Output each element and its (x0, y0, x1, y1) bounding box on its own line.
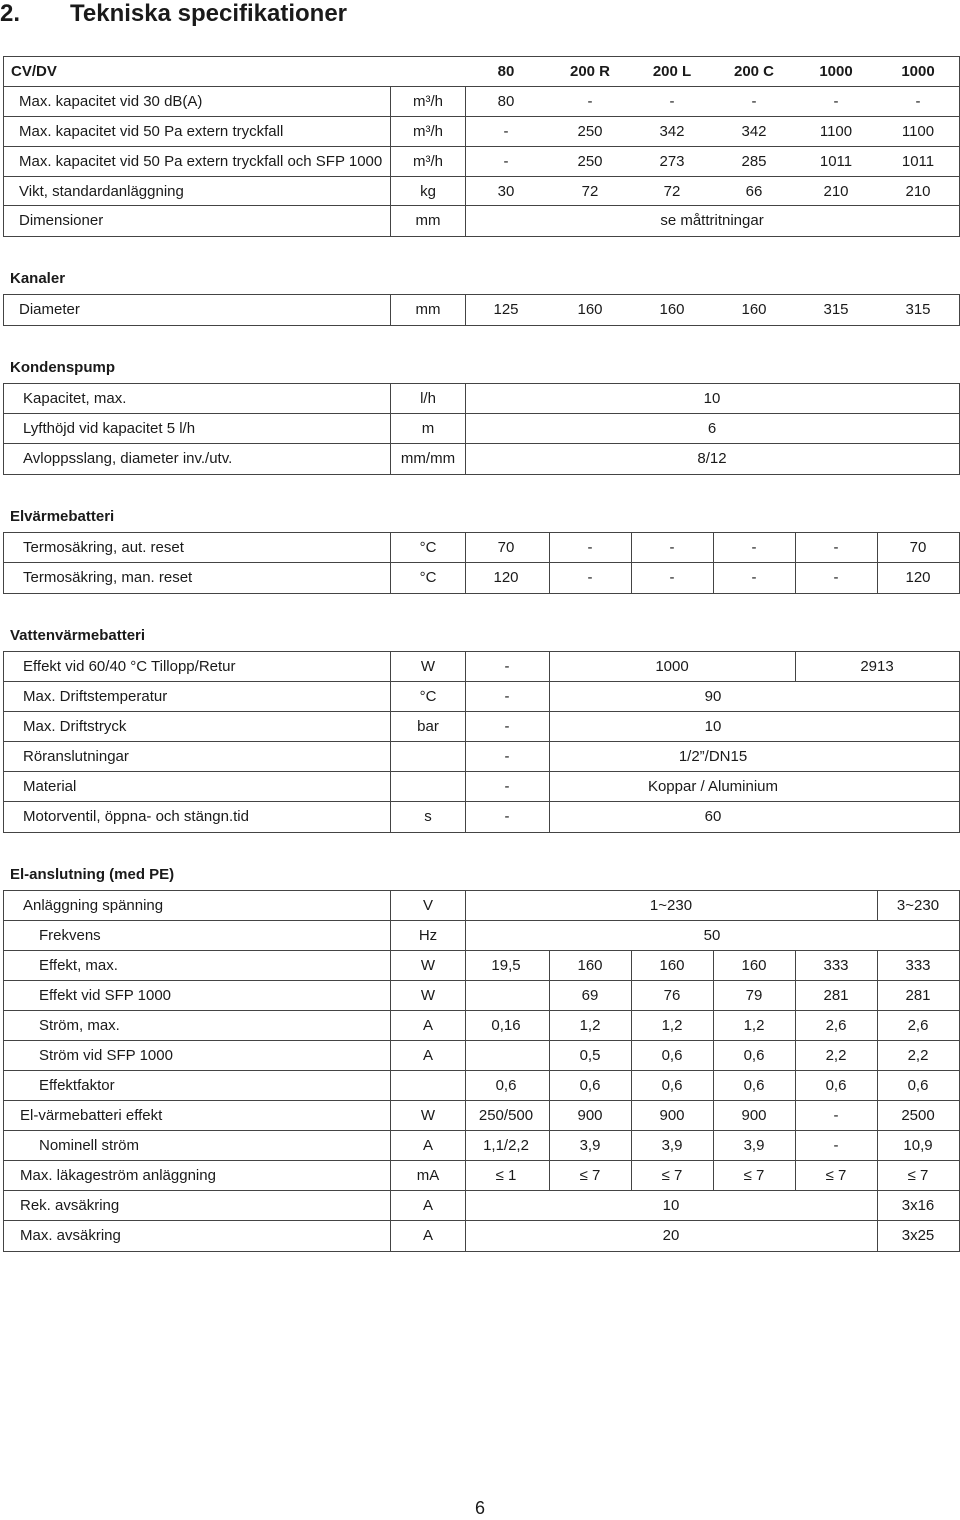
value-cell: 0,6 (495, 1077, 517, 1094)
unit-cell: V (422, 897, 433, 914)
row-label: Effekt vid SFP 1000 (39, 987, 172, 1004)
page-number: 6 (474, 1498, 485, 1518)
row-label: Motorventil, öppna- och stängn.tid (23, 808, 249, 825)
value-cell: 125 (493, 301, 519, 318)
table-row (3, 711, 960, 742)
value-cell: 90 (704, 688, 722, 705)
section-title: Tekniska specifikationer (70, 0, 348, 27)
table-row (3, 651, 960, 682)
value-cell: 3,9 (661, 1137, 683, 1154)
row-label: Ström vid SFP 1000 (39, 1047, 173, 1064)
row-label: Max. Driftstryck (23, 718, 127, 735)
column-divider (390, 444, 391, 474)
unit-cell (391, 742, 465, 772)
value-cell: 285 (741, 153, 767, 170)
value-cell: - (504, 748, 510, 765)
value-cell: 342 (741, 123, 767, 140)
value-cell: 0,16 (491, 1017, 521, 1034)
unit-cell: W (420, 1107, 436, 1124)
value-cell: 0,6 (743, 1047, 765, 1064)
value-cell: 250 (577, 123, 603, 140)
value-cell: 70 (909, 539, 927, 556)
value-cell: 20 (662, 1227, 680, 1244)
column-divider (390, 772, 391, 802)
value-cell: ≤ 7 (661, 1167, 683, 1184)
value-cell: ≤ 7 (743, 1167, 765, 1184)
table-row (3, 294, 960, 326)
table-row (3, 1100, 960, 1131)
value-cell: 160 (659, 301, 685, 318)
column-divider (390, 1041, 391, 1071)
value-cell: 3x16 (901, 1197, 935, 1214)
table-row (3, 562, 960, 594)
row-label: Ström, max. (39, 1017, 120, 1034)
value-cell: 160 (741, 957, 767, 974)
row-label: Effekt vid 60/40 °C Tillopp/Retur (23, 658, 236, 675)
column-divider (390, 563, 391, 593)
value-cell: 1,2 (579, 1017, 601, 1034)
value-cell: ≤ 7 (907, 1167, 929, 1184)
value-cell: 1000 (655, 658, 689, 675)
value-cell: 50 (703, 927, 721, 944)
value-cell: 160 (741, 301, 767, 318)
section-title: Elvärmebatteri (10, 508, 115, 525)
column-divider (390, 921, 391, 951)
value-cell: 160 (577, 301, 603, 318)
column-divider (390, 117, 391, 147)
row-label: Termosäkring, aut. reset (23, 539, 184, 556)
value-cell: 1011 (901, 153, 935, 170)
table-row (3, 1010, 960, 1041)
value-cell: 1,2 (661, 1017, 683, 1034)
unit-cell: m³/h (413, 93, 443, 110)
value-cell: 0,6 (661, 1047, 683, 1064)
unit-cell: °C (419, 688, 437, 705)
table-row (3, 681, 960, 712)
value-cell: 0,6 (661, 1077, 683, 1094)
row-label: Nominell ström (39, 1137, 140, 1154)
value-cell: 79 (745, 987, 763, 1004)
column-divider (390, 87, 391, 117)
row-label: Diameter (19, 301, 80, 318)
column-divider (390, 533, 391, 563)
value-cell: - (504, 688, 510, 705)
value-cell: 1,2 (743, 1017, 765, 1034)
value-cell: - (833, 1107, 839, 1124)
value-cell: - (751, 93, 757, 110)
value-cell: 120 (493, 569, 519, 586)
value-cell: - (503, 123, 509, 140)
value-cell: 66 (745, 183, 763, 200)
value-cell: - (669, 539, 675, 556)
value-cell: - (587, 93, 593, 110)
unit-cell: kg (420, 183, 436, 200)
value-cell: 342 (659, 123, 685, 140)
value-cell (465, 981, 547, 1011)
value-cell: 10 (703, 390, 721, 407)
column-divider (390, 1221, 391, 1251)
column-divider (390, 891, 391, 921)
unit-cell: °C (419, 539, 437, 556)
value-cell: Koppar / Aluminium (647, 778, 779, 795)
value-cell: 3,9 (579, 1137, 601, 1154)
column-divider (390, 1011, 391, 1041)
value-cell: 2913 (860, 658, 894, 675)
unit-cell: A (422, 1137, 433, 1154)
row-label: Material (23, 778, 77, 795)
value-cell: - (587, 569, 593, 586)
value-cell: 1,1/2,2 (483, 1137, 529, 1154)
value-cell: 0,6 (579, 1077, 601, 1094)
unit-cell (391, 1071, 465, 1101)
table-row (3, 532, 960, 563)
unit-cell: A (422, 1227, 433, 1244)
column-divider (390, 712, 391, 742)
value-cell: 1100 (901, 123, 935, 140)
unit-cell: W (420, 658, 436, 675)
value-cell: 3,9 (743, 1137, 765, 1154)
table-row (3, 1190, 960, 1221)
row-label: Rek. avsäkring (20, 1197, 120, 1214)
value-cell: 900 (659, 1107, 685, 1124)
header-model: 200 C (733, 63, 775, 80)
table-row (3, 890, 960, 921)
table-row (3, 950, 960, 981)
value-cell: - (503, 153, 509, 170)
unit-cell: s (424, 808, 432, 825)
row-label: Avloppsslang, diameter inv./utv. (23, 450, 233, 467)
value-cell: 250/500 (478, 1107, 534, 1124)
value-cell: 2,6 (907, 1017, 929, 1034)
column-divider (390, 1101, 391, 1131)
table-row (3, 56, 960, 87)
column-divider (390, 652, 391, 682)
column-divider (390, 147, 391, 177)
value-cell: 72 (581, 183, 599, 200)
unit-cell: mm (415, 301, 441, 318)
value-cell: 3x25 (901, 1227, 935, 1244)
row-label: Vikt, standardanläggning (19, 183, 184, 200)
row-label: Max. Driftstemperatur (23, 688, 168, 705)
row-label: Röranslutningar (23, 748, 129, 765)
column-divider (390, 1161, 391, 1191)
table-row (3, 801, 960, 833)
header-model: 200 R (569, 63, 611, 80)
row-label: Max. läkageström anläggning (20, 1167, 216, 1184)
unit-cell: mm (415, 212, 441, 229)
value-cell: - (833, 93, 839, 110)
value-cell: 70 (497, 539, 515, 556)
column-divider (390, 1131, 391, 1161)
unit-cell: bar (417, 718, 439, 735)
table-row (3, 413, 960, 444)
row-label: Dimensioner (19, 212, 104, 229)
value-cell: 0,6 (743, 1077, 765, 1094)
row-label: Effekt, max. (39, 957, 118, 974)
column-divider (390, 1191, 391, 1221)
table-row (3, 741, 960, 772)
value-cell: 0,6 (907, 1077, 929, 1094)
row-label: Lyfthöjd vid kapacitet 5 l/h (23, 420, 196, 437)
row-label: Max. kapacitet vid 30 dB(A) (19, 93, 203, 110)
header-label: CV/DV (11, 63, 57, 80)
value-cell: se måttritningar (660, 212, 764, 229)
value-cell: 30 (497, 183, 515, 200)
value-cell: - (504, 658, 510, 675)
value-cell: - (669, 93, 675, 110)
value-cell: - (833, 539, 839, 556)
unit-cell: m³/h (413, 123, 443, 140)
column-divider (390, 1071, 391, 1101)
value-cell: 120 (905, 569, 931, 586)
value-cell: 210 (905, 183, 931, 200)
table-row (3, 383, 960, 414)
row-label: Termosäkring, man. reset (23, 569, 193, 586)
table-row (3, 920, 960, 951)
row-label: Max. kapacitet vid 50 Pa extern tryckfall och SFP 1000 (19, 153, 383, 170)
value-cell: - (751, 539, 757, 556)
unit-cell: Hz (418, 927, 438, 944)
header-model: 80 (497, 63, 515, 80)
value-cell: 900 (741, 1107, 767, 1124)
table-row (3, 1040, 960, 1071)
value-cell: 6 (707, 420, 717, 437)
value-cell: 1~230 (649, 897, 693, 914)
row-label: Kapacitet, max. (23, 390, 127, 407)
value-cell: - (669, 569, 675, 586)
unit-cell: l/h (420, 390, 436, 407)
table-row (3, 1130, 960, 1161)
value-cell: 333 (823, 957, 849, 974)
table-row (3, 443, 960, 475)
value-cell: 60 (704, 808, 722, 825)
table-row (3, 146, 960, 177)
value-cell: 72 (663, 183, 681, 200)
header-model: 1000 (901, 63, 935, 80)
row-label: Effektfaktor (39, 1077, 115, 1094)
table-row (3, 1160, 960, 1191)
value-cell: - (504, 718, 510, 735)
value-cell: 315 (823, 301, 849, 318)
unit-cell (391, 772, 465, 802)
value-cell: ≤ 1 (495, 1167, 517, 1184)
table-row (3, 176, 960, 207)
header-model: 200 L (652, 63, 692, 80)
section-title: Kondenspump (10, 359, 115, 376)
value-cell: 0,5 (579, 1047, 601, 1064)
value-cell: 210 (823, 183, 849, 200)
value-cell: 10 (704, 718, 722, 735)
section-number: 2. (0, 0, 21, 27)
row-label: Max. avsäkring (20, 1227, 121, 1244)
table-row (3, 1070, 960, 1101)
unit-cell: W (420, 987, 436, 1004)
value-cell: 80 (497, 93, 515, 110)
unit-cell: A (422, 1047, 433, 1064)
column-divider (390, 742, 391, 772)
value-cell: 281 (905, 987, 931, 1004)
row-label: El-värmebatteri effekt (20, 1107, 163, 1124)
column-divider (390, 384, 391, 414)
value-cell: 2,2 (907, 1047, 929, 1064)
unit-cell: °C (419, 569, 437, 586)
unit-cell: m³/h (413, 153, 443, 170)
value-cell: 69 (581, 987, 599, 1004)
table-row (3, 86, 960, 117)
column-divider (390, 414, 391, 444)
section-title: Kanaler (10, 270, 66, 287)
row-label: Frekvens (39, 927, 101, 944)
table-row (3, 980, 960, 1011)
value-cell (465, 1041, 547, 1071)
value-cell: ≤ 7 (825, 1167, 847, 1184)
table-row (3, 771, 960, 802)
value-cell: 1100 (819, 123, 853, 140)
value-cell: 1011 (819, 153, 853, 170)
table-row (3, 116, 960, 147)
section-title: El-anslutning (med PE) (10, 866, 175, 883)
column-divider (390, 206, 391, 236)
value-cell: - (833, 1137, 839, 1154)
unit-cell: mA (416, 1167, 440, 1184)
value-cell: - (504, 778, 510, 795)
value-cell: 281 (823, 987, 849, 1004)
value-cell: 250 (577, 153, 603, 170)
value-cell: 2500 (901, 1107, 935, 1124)
value-cell: - (833, 569, 839, 586)
unit-cell: mm/mm (400, 450, 456, 467)
value-cell: 160 (659, 957, 685, 974)
value-cell: 315 (905, 301, 931, 318)
value-cell: 273 (659, 153, 685, 170)
value-cell: 333 (905, 957, 931, 974)
value-cell: 19,5 (491, 957, 521, 974)
column-divider (390, 295, 391, 325)
value-cell: 10 (662, 1197, 680, 1214)
row-label: Anläggning spänning (23, 897, 164, 914)
row-label: Max. kapacitet vid 50 Pa extern tryckfall (19, 123, 284, 140)
column-divider (390, 951, 391, 981)
column-divider (390, 177, 391, 207)
section-title: Vattenvärmebatteri (10, 627, 146, 644)
value-cell: ≤ 7 (579, 1167, 601, 1184)
column-divider (390, 682, 391, 712)
value-cell: 76 (663, 987, 681, 1004)
value-cell: 10,9 (903, 1137, 933, 1154)
unit-cell: W (420, 957, 436, 974)
value-cell: 2,2 (825, 1047, 847, 1064)
column-divider (390, 981, 391, 1011)
header-model: 1000 (819, 63, 853, 80)
value-cell: 8/12 (697, 450, 727, 467)
value-cell: 900 (577, 1107, 603, 1124)
value-cell: - (504, 808, 510, 825)
table-row (3, 1220, 960, 1252)
value-cell: 3~230 (896, 897, 940, 914)
unit-cell: m (421, 420, 435, 437)
value-cell: 0,6 (825, 1077, 847, 1094)
value-cell: - (751, 569, 757, 586)
table-row (3, 205, 960, 237)
unit-cell: A (422, 1017, 433, 1034)
value-cell: 1/2”/DN15 (678, 748, 748, 765)
value-cell: 2,6 (825, 1017, 847, 1034)
value-cell: - (915, 93, 921, 110)
value-cell: - (587, 539, 593, 556)
value-cell: 160 (577, 957, 603, 974)
column-divider (390, 802, 391, 832)
unit-cell: A (422, 1197, 433, 1214)
